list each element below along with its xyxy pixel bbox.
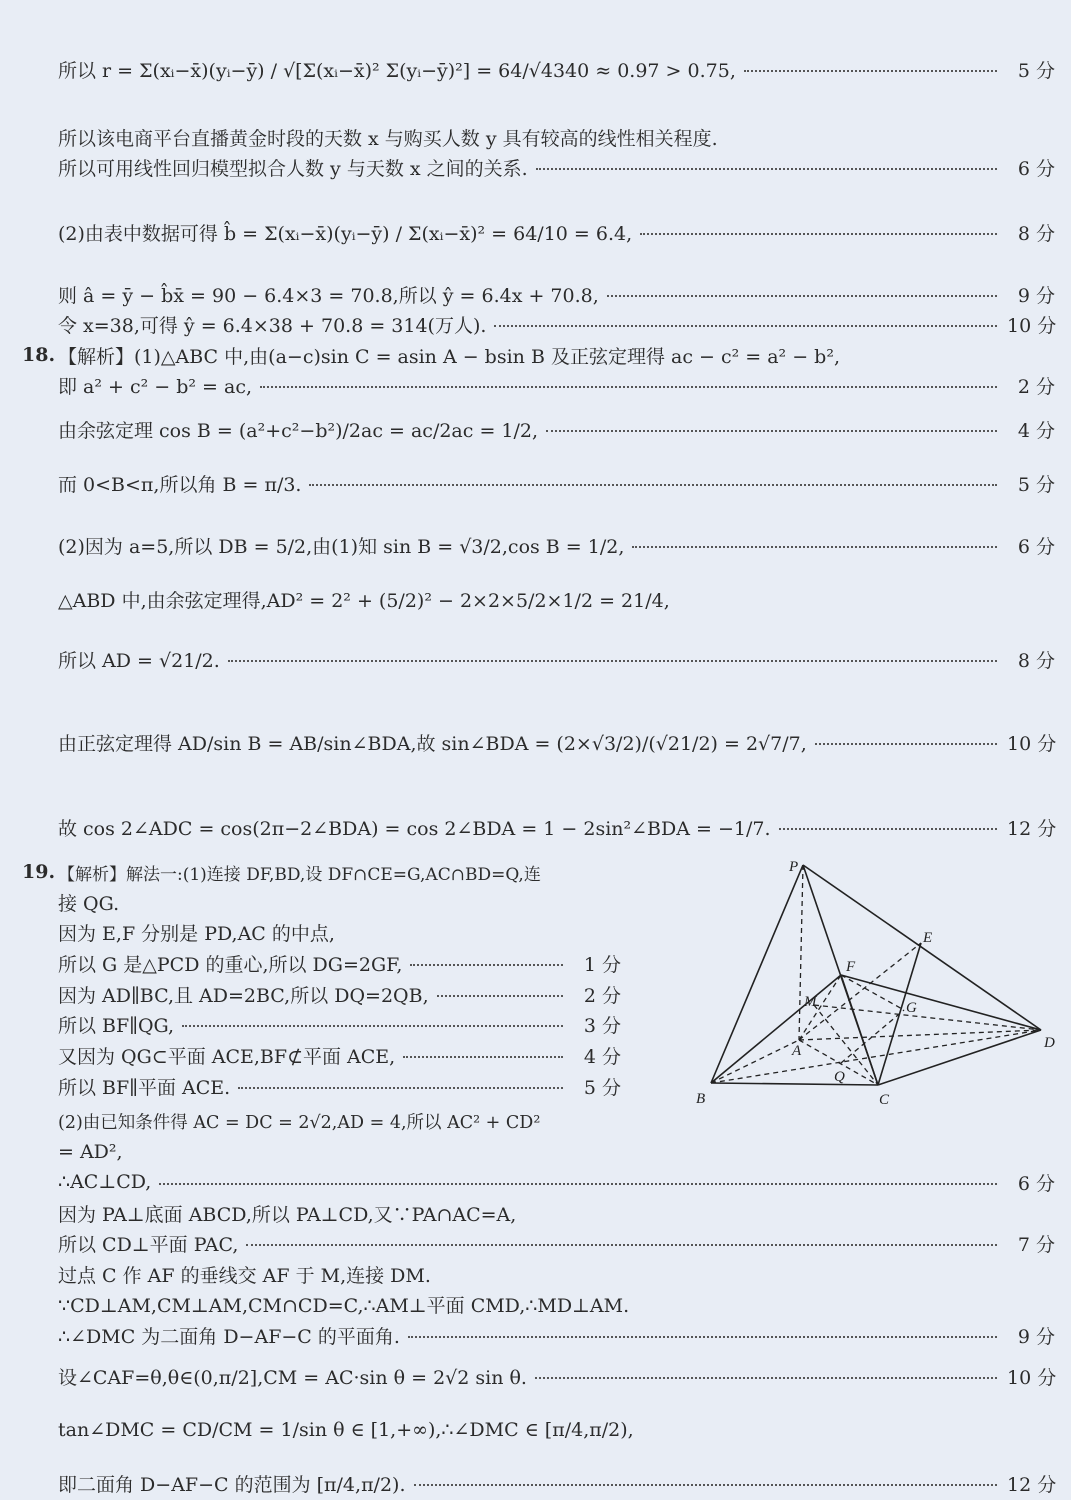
score-label: 1 分 [583, 953, 621, 976]
line-text: 所以 G 是△PCD 的重心,所以 DG=2GF, [58, 953, 403, 976]
solution-line [58, 1104, 621, 1138]
dot-leader [744, 70, 997, 72]
solution-line [58, 368, 1055, 402]
line-text: 故 cos 2∠ADC = cos(2π−2∠BDA) = cos 2∠BDA = 1 − 2sin²∠BDA = −1/7. [58, 817, 771, 840]
dot-leader [640, 233, 997, 235]
line-text: ∴AC⊥CD, [58, 1171, 152, 1193]
score-label: 8 分 [1017, 222, 1055, 245]
solution-line [58, 150, 1055, 184]
line-text: ∵CD⊥AM,CM⊥AM,CM∩CD=C,∴AM⊥平面 CMD,∴MD⊥AM. [58, 1294, 630, 1317]
solution-line [58, 1413, 1055, 1447]
dot-leader [260, 386, 997, 388]
score-label: 5 分 [583, 1076, 621, 1099]
solution-line [58, 946, 621, 980]
label-B: B [696, 1091, 706, 1107]
dot-leader [414, 1484, 998, 1486]
score-label: 9 分 [1017, 1325, 1055, 1348]
line-text: 所以可用线性回归模型拟合人数 y 与天数 x 之间的关系. [58, 157, 528, 180]
solution-line [58, 1466, 1055, 1500]
solution-line [58, 1135, 1055, 1169]
label-Q: Q [834, 1069, 845, 1085]
score-label: 12 分 [1007, 1473, 1057, 1496]
dot-leader [408, 1336, 997, 1338]
dot-leader [607, 295, 997, 297]
solution-line [58, 466, 1055, 500]
line-text: 而 0<B<π,所以角 B = π/3. [58, 473, 302, 496]
score-label: 6 分 [1017, 157, 1055, 180]
label-G: G [906, 1000, 917, 1016]
solution-line [58, 582, 1055, 616]
dot-leader [536, 168, 997, 170]
score-label: 7 分 [1017, 1233, 1055, 1256]
dot-leader [410, 964, 563, 966]
solution-line [58, 307, 1055, 341]
score-label: 10 分 [1007, 732, 1057, 755]
solution-line [58, 1226, 1055, 1260]
solution-line [58, 810, 1055, 844]
line-text: (2)由已知条件得 AC = DC = 2√2,AD = 4,所以 AC² + CD² [58, 1112, 541, 1133]
solution-line [58, 412, 1055, 446]
line-text: 因为 PA⊥底面 ABCD,所以 PA⊥CD,又∵PA∩AC=A, [58, 1203, 517, 1226]
line-text: 所以 BF∥QG, [58, 1014, 175, 1037]
score-label: 6 分 [1017, 535, 1055, 558]
dot-leader [632, 546, 997, 548]
line-text: 即 a² + c² − b² = ac, [58, 375, 253, 398]
line-text: ∴∠DMC 为二面角 D−AF−C 的平面角. [58, 1325, 400, 1348]
solution-line [58, 1257, 1055, 1291]
label-F: F [846, 959, 856, 975]
pyramid-diagram [696, 855, 1066, 1110]
score-label: 2 分 [1017, 375, 1055, 398]
line-text: 接 QG. [58, 892, 120, 915]
dot-leader [238, 1087, 563, 1089]
line-text: 所以 AD = √21/2. [58, 649, 220, 672]
line-text: 则 â = ȳ − b̂x̄ = 90 − 6.4×3 = 70.8,所以 ŷ = 6.4x + 70.8, [58, 284, 599, 307]
line-text: (2)因为 a=5,所以 DB = 5/2,由(1)知 sin B = √3/2,cos B = 1/2, [58, 535, 625, 558]
solution-line [58, 215, 1055, 249]
label-E: E [923, 930, 933, 946]
score-label: 6 分 [1017, 1172, 1055, 1195]
line-text: tan∠DMC = CD/CM = 1/sin θ ∈ [1,+∞),∴∠DMC ∈ [π/4,π/2), [58, 1419, 634, 1441]
score-label: 3 分 [583, 1014, 621, 1037]
dot-leader [494, 325, 997, 327]
score-label: 10 分 [1007, 314, 1057, 337]
score-label: 10 分 [1007, 1366, 1057, 1389]
line-text: 因为 E,F 分别是 PD,AC 的中点, [58, 922, 335, 945]
line-text: = AD², [58, 1141, 123, 1163]
solution-line [58, 885, 621, 919]
score-label: 4 分 [1017, 419, 1055, 442]
dot-leader [159, 1183, 997, 1185]
score-label: 2 分 [583, 984, 621, 1007]
score-label: 4 分 [583, 1045, 621, 1068]
line-text: 【解析】解法一:(1)连接 DF,BD,设 DF∩CE=G,AC∩BD=Q,连 [58, 864, 541, 885]
line-text: 即二面角 D−AF−C 的范围为 [π/4,π/2). [58, 1473, 406, 1496]
dot-leader [228, 660, 997, 662]
label-P: P [789, 859, 799, 875]
score-label: 5 分 [1017, 59, 1055, 82]
solution-line [58, 277, 1055, 311]
score-label: 12 分 [1007, 817, 1057, 840]
dot-leader [437, 995, 563, 997]
dot-leader [546, 430, 997, 432]
dot-leader [815, 743, 997, 745]
line-text: 设∠CAF=θ,θ∈(0,π/2],CM = AC·sin θ = 2√2 sin θ. [58, 1366, 527, 1389]
label-D: D [1044, 1035, 1055, 1051]
line-text: 所以 r = Σ(xᵢ−x̄)(yᵢ−ȳ) / √[Σ(xᵢ−x̄)² Σ(yᵢ−ȳ)²] = 64/√4340 ≈ 0.97 > 0.75, [58, 59, 736, 82]
line-text: 所以该电商平台直播黄金时段的天数 x 与购买人数 y 具有较高的线性相关程度. [58, 127, 718, 150]
solution-line [58, 725, 1055, 759]
solution-line [58, 642, 1055, 676]
solution-line [58, 915, 621, 949]
solution-line [22, 338, 1055, 372]
solution-line [58, 977, 621, 1011]
problem-number: 19. [22, 861, 56, 883]
solution-line [58, 1038, 621, 1072]
line-text: 由正弦定理得 AD/sin B = AB/sin∠BDA,故 sin∠BDA = (2×√3/2)/(√21/2) = 2√7/7, [58, 732, 807, 755]
solution-line [58, 1007, 621, 1041]
solution-line [58, 1196, 1055, 1230]
score-label: 5 分 [1017, 473, 1055, 496]
dot-leader [779, 828, 997, 830]
solution-line [58, 1165, 1055, 1199]
score-label: 9 分 [1017, 284, 1055, 307]
solution-line [22, 855, 621, 889]
dot-leader [403, 1056, 563, 1058]
label-A: A [792, 1043, 802, 1059]
dot-leader [309, 484, 997, 486]
solution-line [58, 120, 1055, 154]
solution-line [58, 1287, 1055, 1321]
line-text: 由余弦定理 cos B = (a²+c²−b²)/2ac = ac/2ac = 1/2, [58, 419, 539, 442]
line-text: 令 x=38,可得 ŷ = 6.4×38 + 70.8 = 314(万人). [58, 314, 487, 337]
line-text: (2)由表中数据可得 b̂ = Σ(xᵢ−x̄)(yᵢ−ȳ) / Σ(xᵢ−x̄)² = 64/10 = 6.4, [58, 222, 633, 245]
solution-line [58, 52, 1055, 86]
dot-leader [535, 1377, 997, 1379]
line-text: 过点 C 作 AF 的垂线交 AF 于 M,连接 DM. [58, 1264, 431, 1287]
solution-line [58, 1318, 1055, 1352]
line-text: 因为 AD∥BC,且 AD=2BC,所以 DQ=2QB, [58, 984, 429, 1007]
dot-leader [182, 1025, 563, 1027]
dot-leader [246, 1244, 997, 1246]
line-text: 【解析】(1)△ABC 中,由(a−c)sin C = asin A − bsin B 及正弦定理得 ac − c² = a² − b², [58, 345, 840, 368]
solution-line [58, 1359, 1055, 1393]
score-label: 8 分 [1017, 649, 1055, 672]
line-text: 又因为 QG⊂平面 ACE,BF⊄平面 ACE, [58, 1045, 396, 1068]
line-text: 所以 BF∥平面 ACE. [58, 1076, 231, 1099]
label-M: M [804, 994, 817, 1010]
solution-line [58, 528, 1055, 562]
problem-number: 18. [22, 344, 56, 366]
line-text: 所以 CD⊥平面 PAC, [58, 1233, 239, 1256]
solution-line [58, 1069, 621, 1103]
line-text: △ABD 中,由余弦定理得,AD² = 2² + (5/2)² − 2×2×5/2×1/2 = 21/4, [58, 589, 670, 612]
label-C: C [879, 1092, 890, 1108]
